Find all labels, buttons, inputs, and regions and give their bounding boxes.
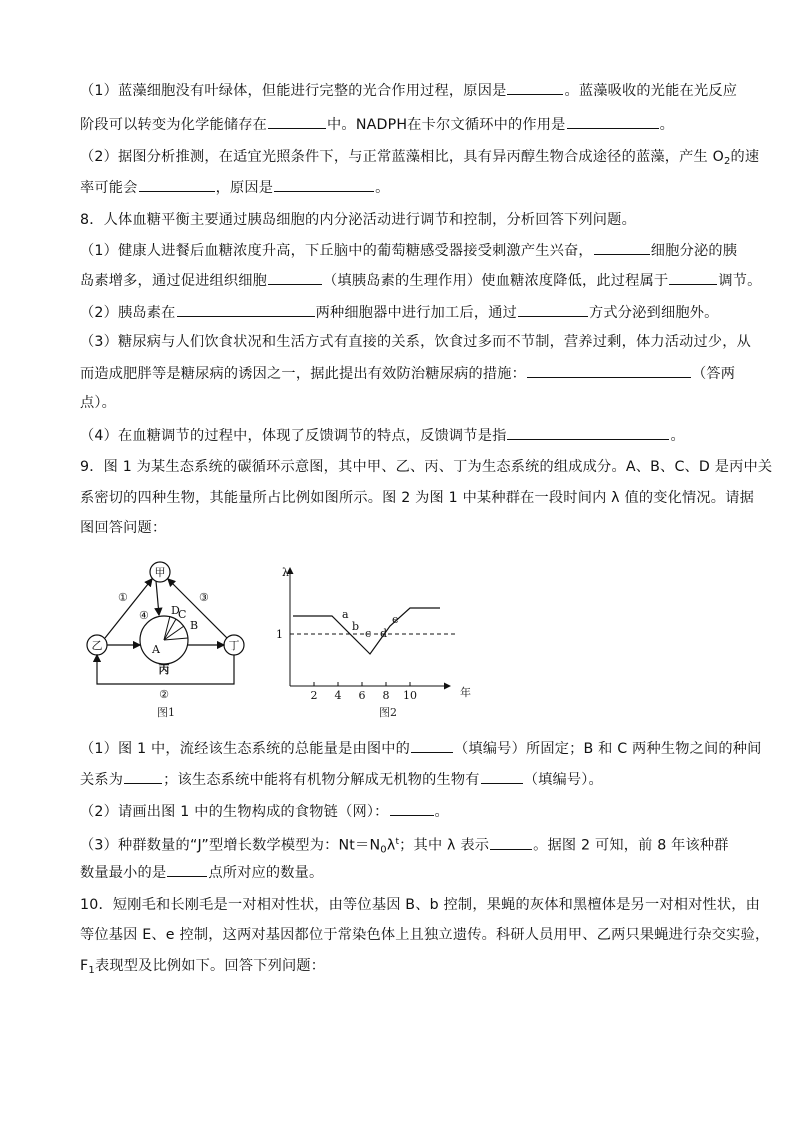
q9-part3-line1: （3）种群数量的“J”型增长数学模型为：$Nt=N_0\lambda^t$；其中 λ 表示 。据图 2 可知，前 8 年该种群 xyxy=(80,832,730,861)
y-axis-label: λ xyxy=(282,566,289,579)
q8-part4: （4）在血糖调节的过程中，体现了反馈调节的特点，反馈调节是指 。 xyxy=(80,425,730,446)
slice-a-label: A xyxy=(152,643,160,656)
q9-part1-line2: 关系为 ；该生态系统中能将有机物分解成无机物的生物有 （填编号）。 xyxy=(80,769,730,790)
node-yi-label: 乙 xyxy=(91,639,103,652)
answer-blank[interactable] xyxy=(527,363,691,378)
answer-blank[interactable] xyxy=(507,425,669,440)
q8-part3-line3: 点）。 xyxy=(80,395,117,411)
arrow-2-label: ② xyxy=(159,688,169,701)
answer-blank[interactable] xyxy=(390,801,434,816)
q9-stem-line1: 9．图 1 为某生态系统的碳循环示意图，其中甲、乙、丙、丁为生态系统的组成成分。A、B、C、D 是丙中关 xyxy=(80,459,773,475)
figure-1-carbon-cycle xyxy=(87,562,244,719)
figure-2-lambda-chart xyxy=(276,566,471,719)
point-d-label: d xyxy=(380,627,388,640)
node-ding-label: 丁 xyxy=(228,639,240,652)
figure-2-caption: 图2 xyxy=(379,706,397,719)
q10-stem-line3: $F_1$表现型及比例如下。回答下列问题： xyxy=(80,958,326,976)
answer-blank[interactable] xyxy=(124,769,162,784)
q10-stem-line1: 10．短刚毛和长刚毛是一对相对性状，由等位基因 B、b 控制，果蝇的灰体和黑檀体是另一对相对性状，由 xyxy=(80,897,761,913)
arrow-3-label: ③ xyxy=(199,591,209,604)
slice-b-label: B xyxy=(190,619,199,632)
q8-part1-line1: （1）健康人进餐后血糖浓度升高，下丘脑中的葡萄糖感受器接受刺激产生兴奋， 细胞分泌的胰 xyxy=(80,240,730,261)
answer-blank[interactable] xyxy=(268,270,322,285)
node-jia-label: 甲 xyxy=(154,566,166,579)
q8-part1-line2: 岛素增多，通过促进组织细胞 （填胰岛素的生理作用）使血糖浓度降低，此过程属于 调节。 xyxy=(80,270,730,291)
q9-figures xyxy=(80,556,480,726)
q8-part3-line1: （3）糖尿病与人们饮食状况和生活方式有直接的关系，饮食过多而不节制，营养过剩，体力活动过少，从 xyxy=(80,334,752,350)
q9-part3-line2: 数量最小的是 点所对应的数量。 xyxy=(80,862,730,883)
x-tick-label: 10 xyxy=(403,689,417,702)
x-tick-label: 6 xyxy=(358,689,366,702)
answer-blank[interactable] xyxy=(274,177,374,192)
point-a-label: a xyxy=(342,608,349,621)
answer-blank[interactable] xyxy=(567,114,659,129)
q10-stem-line2: 等位基因 E、e 控制，这两对基因都位于常染色体上且独立遗传。科研人员用甲、乙两只果蝇进行杂交实验， xyxy=(80,927,770,943)
answer-blank[interactable] xyxy=(490,835,532,850)
answer-blank[interactable] xyxy=(167,862,207,877)
answer-blank[interactable] xyxy=(177,302,315,317)
q8-stem: 8．人体血糖平衡主要通过胰岛细胞的内分泌活动进行调节和控制，分析回答下列问题。 xyxy=(80,212,636,228)
answer-blank[interactable] xyxy=(518,302,588,317)
q9-stem-line3: 图回答问题： xyxy=(80,520,167,536)
q9-stem-line2: 系密切的四种生物，其能量所占比例如图所示。图 2 为图 1 中某种群在一段时间内 λ 值的变化情况。请据 xyxy=(80,490,754,506)
arrow-4-label: ④ xyxy=(139,609,149,622)
q7-part2-line1: （2）据图分析推测，在适宜光照条件下，与正常蓝藻相比，具有异丙醇生物合成途径的蓝藻，产生 $O_2$的速 xyxy=(80,149,760,167)
answer-blank[interactable] xyxy=(139,177,215,192)
answer-blank[interactable] xyxy=(507,80,563,95)
slice-d-label: D xyxy=(171,604,180,617)
q7-part1-line1: （1）蓝藻细胞没有叶绿体，但能进行完整的光合作用过程，原因是 。蓝藻吸收的光能在光反应 xyxy=(80,80,730,101)
q8-part3-line2: 而造成肥胖等是糖尿病的诱因之一，据此提出有效防治糖尿病的措施： （答两 xyxy=(80,363,730,384)
q9-figures-svg xyxy=(80,556,480,726)
point-b-label: b xyxy=(352,620,360,633)
slice-c-label: C xyxy=(178,608,187,621)
x-tick-label: 2 xyxy=(310,689,318,702)
node-bing-label: 丙 xyxy=(158,663,170,676)
pie-divider-c xyxy=(164,619,176,640)
q9-part2: （2）请画出图 1 中的生物构成的食物链（网）： 。 xyxy=(80,801,730,822)
q7-part1-line2: 阶段可以转变为化学能储存在 中。NADPH在卡尔文循环中的作用是 。 xyxy=(80,114,730,135)
arrow-jia-to-bing xyxy=(156,581,159,615)
figure-1-caption: 图1 xyxy=(157,706,175,719)
point-c-label: c xyxy=(365,627,372,640)
x-tick-label: 4 xyxy=(334,689,342,702)
q8-part2: （2）胰岛素在 两种细胞器中进行加工后，通过 方式分泌到细胞外。 xyxy=(80,302,730,323)
answer-blank[interactable] xyxy=(669,270,717,285)
answer-blank[interactable] xyxy=(268,114,326,129)
q7-part2-line2: 率可能会 ，原因是 。 xyxy=(80,177,730,198)
x-tick-label: 8 xyxy=(382,689,390,702)
answer-blank[interactable] xyxy=(411,738,453,753)
q9-part1-line1: （1）图 1 中，流经该生态系统的总能量是由图中的 （填编号）所固定；B 和 C 两种生物之间的种间 xyxy=(80,738,730,759)
x-ticks xyxy=(311,682,418,702)
y-tick-1: 1 xyxy=(276,628,283,641)
pie-divider-a xyxy=(164,638,188,640)
point-e-label: e xyxy=(392,613,399,626)
answer-blank[interactable] xyxy=(594,240,650,255)
x-axis-unit: 年 xyxy=(460,686,471,699)
arrow-1-label: ① xyxy=(118,591,128,604)
answer-blank[interactable] xyxy=(481,769,523,784)
